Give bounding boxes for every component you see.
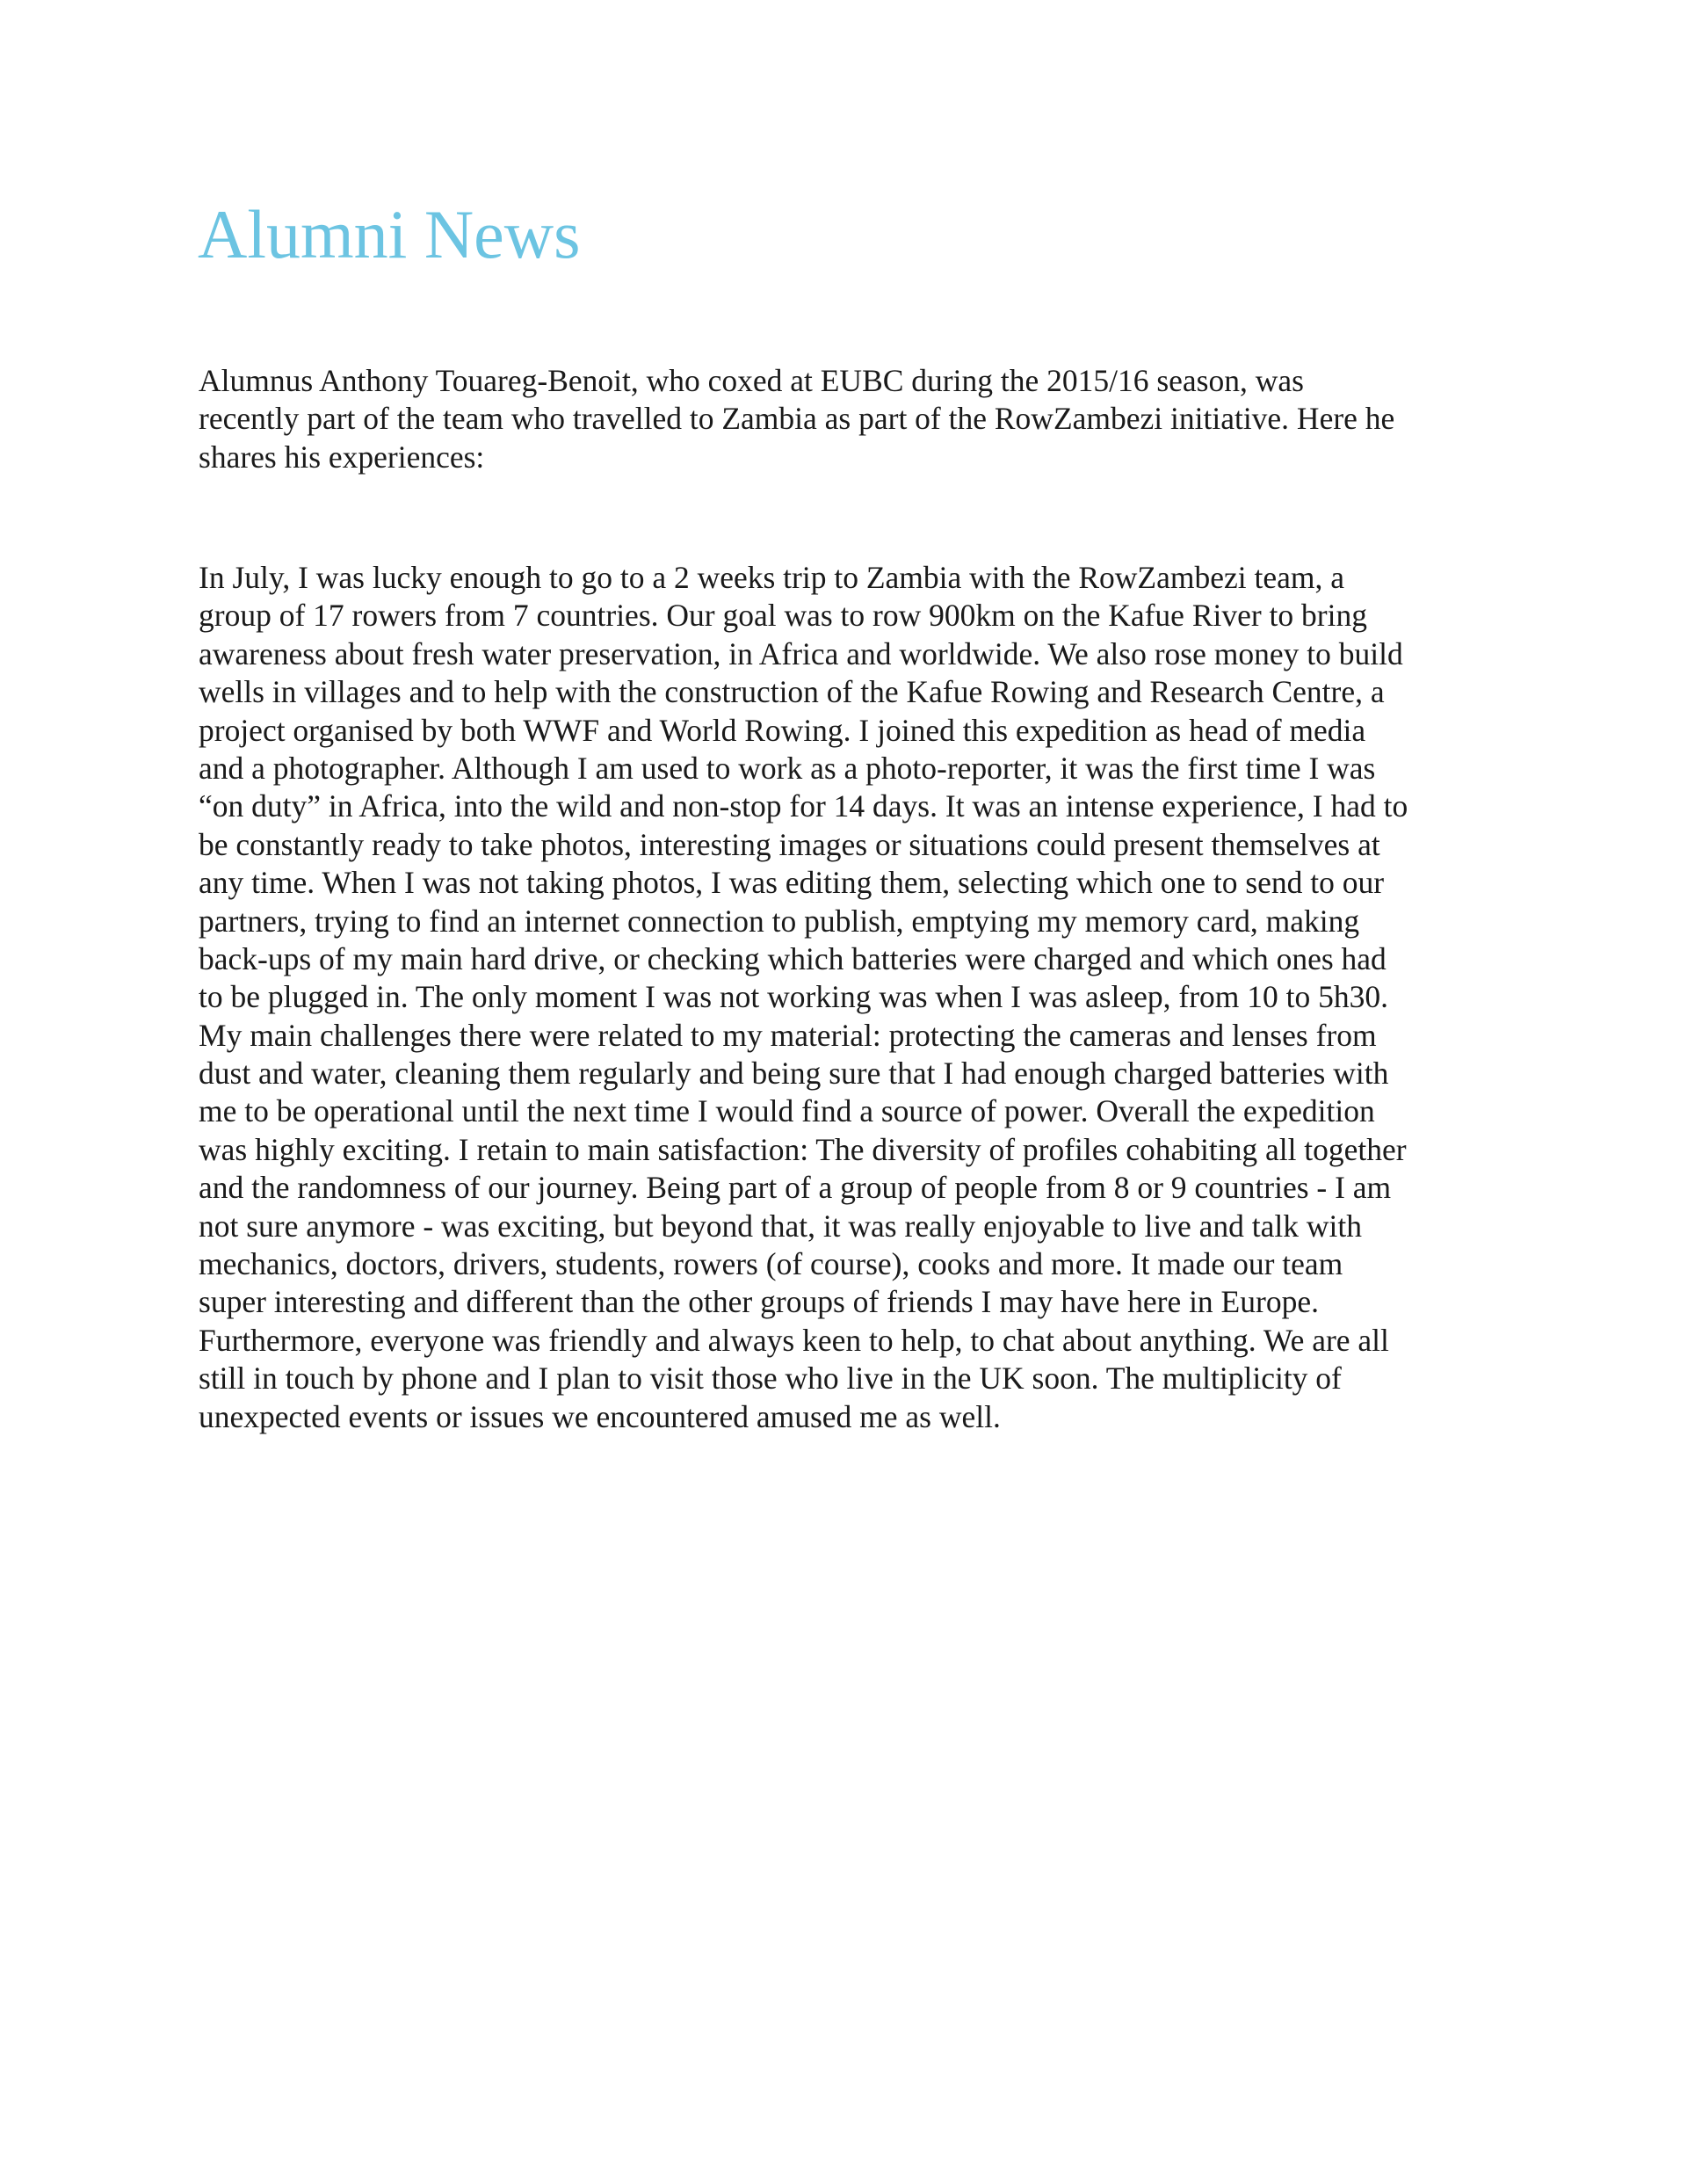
intro-paragraph <box>199 362 1499 476</box>
body-line: was highly exciting. I retain to main satisfaction: The diversity of profiles cohabiting all together <box>199 1131 1407 1167</box>
page-title: Alumni News <box>198 196 581 272</box>
body-line: any time. When I was not taking photos, I was editing them, selecting which one to send to our <box>199 865 1385 901</box>
intro-line: Alumnus Anthony Touareg-Benoit, who coxed at EUBC during the 2015/16 season, was <box>199 363 1304 398</box>
body-line: partners, trying to find an internet connection to publish, emptying my memory card, making <box>199 903 1360 939</box>
body-line: In July, I was lucky enough to go to a 2 weeks trip to Zambia with the RowZambezi team, a <box>199 560 1344 595</box>
body-paragraph <box>199 559 1499 1436</box>
body-line: “on duty” in Africa, into the wild and non-stop for 14 days. It was an intense experience, I had to <box>199 788 1408 824</box>
body-line: group of 17 rowers from 7 countries. Our goal was to row 900km on the Kafue River to bring <box>199 598 1367 634</box>
body-line: wells in villages and to help with the construction of the Kafue Rowing and Research Centre, a <box>199 674 1385 710</box>
body-line: not sure anymore - was exciting, but beyond that, it was really enjoyable to live and talk with <box>199 1208 1363 1244</box>
body-line: and the randomness of our journey. Being part of a group of people from 8 or 9 countries - I am <box>199 1170 1392 1206</box>
body-line: to be plugged in. The only moment I was not working was when I was asleep, from 10 to 5h30. <box>199 979 1389 1015</box>
body-line: super interesting and different than the other groups of friends I may have here in Europe. <box>199 1284 1319 1320</box>
body-line: project organised by both WWF and World Rowing. I joined this expedition as head of media <box>199 712 1366 748</box>
body-line: My main challenges there were related to my material: protecting the cameras and lenses from <box>199 1017 1377 1053</box>
body-line: dust and water, cleaning them regularly and being sure that I had enough charged batteries with <box>199 1056 1389 1092</box>
body-line: and a photographer. Although I am used to work as a photo-reporter, it was the first time I was <box>199 750 1376 786</box>
body-line: me to be operational until the next time I would find a source of power. Overall the expedition <box>199 1093 1375 1129</box>
body-line: Furthermore, everyone was friendly and always keen to help, to chat about anything. We are all <box>199 1322 1389 1358</box>
body-line: be constantly ready to take photos, interesting images or situations could present themselves at <box>199 826 1380 862</box>
body-line: awareness about fresh water preservation, in Africa and worldwide. We also rose money to build <box>199 635 1403 671</box>
intro-line: recently part of the team who travelled to Zambia as part of the RowZambezi initiative. Here he <box>199 401 1395 437</box>
body-line: unexpected events or issues we encountered amused me as well. <box>199 1398 1001 1434</box>
body-line: still in touch by phone and I plan to visit those who live in the UK soon. The multiplicity of <box>199 1360 1342 1397</box>
body-line: back-ups of my main hard drive, or checking which batteries were charged and which ones had <box>199 940 1387 976</box>
intro-line: shares his experiences: <box>199 439 485 475</box>
body-line: mechanics, doctors, drivers, students, rowers (of course), cooks and more. It made our team <box>199 1246 1343 1282</box>
